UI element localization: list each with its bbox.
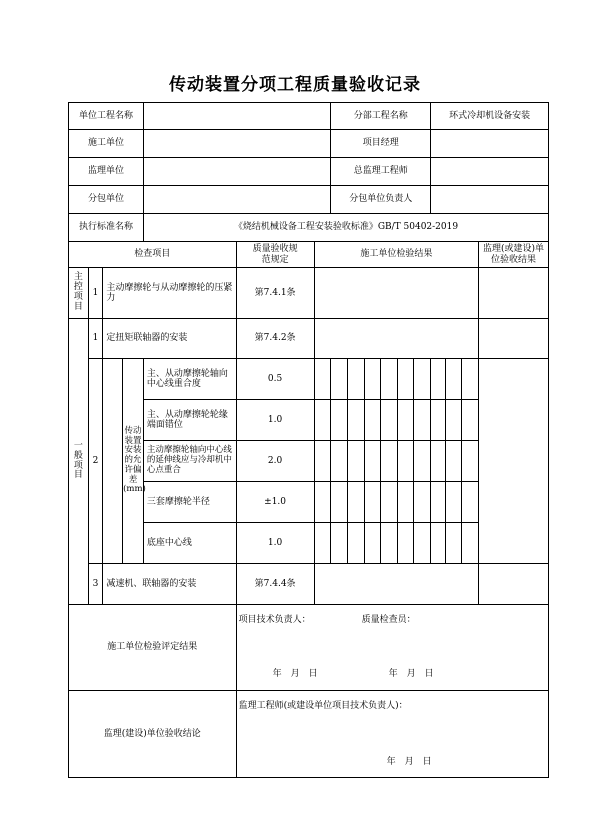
cell[interactable]: [314, 441, 331, 482]
general-item2-group: 传动装置安装的允许偏差(mm): [123, 359, 144, 564]
general-item3-no: 3: [88, 564, 103, 605]
item2-row2-spec: 1.0: [236, 400, 314, 441]
cell[interactable]: [331, 359, 348, 400]
supervision-eval-label: 监理(建设)单位验收结论: [69, 691, 237, 778]
cell[interactable]: [381, 400, 398, 441]
cell[interactable]: [364, 523, 381, 564]
chief-supervisor-label: 总监理工程师: [331, 158, 431, 186]
cell[interactable]: [414, 359, 431, 400]
tech-lead-label: 项目技术负责人：: [238, 615, 311, 625]
supervision-unit-label: 监理单位: [69, 158, 144, 186]
cell[interactable]: [431, 523, 446, 564]
cell[interactable]: [364, 441, 381, 482]
sub-project-label: 分部工程名称: [331, 103, 431, 130]
col-spec-header: 质量验收规范规定: [236, 242, 314, 268]
cell[interactable]: [445, 523, 462, 564]
item2-row5-spec: 1.0: [236, 523, 314, 564]
project-manager-value[interactable]: [431, 130, 549, 158]
cell[interactable]: [347, 482, 364, 523]
item2-row3-text: 主动摩擦轮轴向中心线的延伸线应与冷却机中心点重合: [143, 441, 236, 482]
cell[interactable]: [331, 482, 348, 523]
subcontract-leader-label: 分包单位负责人: [331, 186, 431, 214]
cell[interactable]: [381, 523, 398, 564]
general-item1-no: 1: [88, 319, 103, 359]
main-control-no: 1: [88, 268, 103, 319]
cell[interactable]: [381, 482, 398, 523]
item2-row5-text: 底座中心线: [143, 523, 236, 564]
cell[interactable]: [462, 482, 479, 523]
cell[interactable]: [414, 482, 431, 523]
construction-unit-label: 施工单位: [69, 130, 144, 158]
construction-unit-value[interactable]: [143, 130, 330, 158]
cell[interactable]: [314, 400, 331, 441]
cell[interactable]: [397, 482, 414, 523]
main-control-item: 主动摩擦轮与从动摩擦轮的压紧力: [103, 268, 236, 319]
main-control-spec: 第7.4.1条: [236, 268, 314, 319]
date-1: 年 月 日: [272, 669, 318, 679]
supervision-eval-area[interactable]: [236, 691, 548, 778]
cell[interactable]: [445, 441, 462, 482]
cell[interactable]: [347, 400, 364, 441]
col-item-header: 检查项目: [69, 242, 237, 268]
item2-row1-text: 主、从动摩擦轮轴向中心线重合度: [143, 359, 236, 400]
general-item3-result[interactable]: [314, 564, 478, 605]
general-item1-text: 定扭矩联轴器的安装: [103, 319, 236, 359]
main-control-supervisor[interactable]: [479, 268, 549, 319]
cell[interactable]: [397, 359, 414, 400]
cell[interactable]: [414, 523, 431, 564]
col-supervisor-header: 监理(或建设)单位验收结果: [479, 242, 549, 268]
cell[interactable]: [331, 441, 348, 482]
cell[interactable]: [347, 523, 364, 564]
cell[interactable]: [331, 400, 348, 441]
cell[interactable]: [445, 400, 462, 441]
general-item3-supervisor[interactable]: [479, 564, 549, 605]
col-result-header: 施工单位检验结果: [314, 242, 478, 268]
item2-row4-spec: ±1.0: [236, 482, 314, 523]
cell[interactable]: [381, 359, 398, 400]
cell[interactable]: [445, 482, 462, 523]
cell[interactable]: [462, 359, 479, 400]
construction-eval-area[interactable]: [236, 605, 548, 691]
cell[interactable]: [445, 359, 462, 400]
standard-label: 执行标准名称: [69, 214, 144, 242]
cell[interactable]: [364, 482, 381, 523]
project-manager-label: 项目经理: [331, 130, 431, 158]
subcontract-leader-value[interactable]: [431, 186, 549, 214]
general-label: 一般项目: [69, 319, 89, 605]
cell[interactable]: [314, 523, 331, 564]
cell[interactable]: [431, 359, 446, 400]
inspection-record-table: [68, 102, 549, 778]
cell[interactable]: [314, 482, 331, 523]
item2-row4-text: 三套摩擦轮半径: [143, 482, 236, 523]
cell[interactable]: [397, 523, 414, 564]
supervision-engineer-label: 监理工程师(或建设单位项目技术负责人)：: [238, 701, 408, 711]
date-2: 年 月 日: [388, 669, 434, 679]
subcontract-unit-value[interactable]: [143, 186, 330, 214]
cell[interactable]: [431, 482, 446, 523]
general-item1-result[interactable]: [314, 319, 478, 359]
inspector-label: 质量检查员：: [361, 615, 416, 625]
cell[interactable]: [331, 523, 348, 564]
item2-row1-spec: 0.5: [236, 359, 314, 400]
cell[interactable]: [381, 441, 398, 482]
page-title: 传动装置分项工程质量验收记录: [169, 75, 421, 95]
subcontract-unit-label: 分包单位: [69, 186, 144, 214]
cell[interactable]: [462, 400, 479, 441]
general-item2-supervisor[interactable]: [479, 359, 549, 564]
supervision-unit-value[interactable]: [143, 158, 330, 186]
construction-eval-label: 施工单位检验评定结果: [69, 605, 237, 691]
cell[interactable]: [347, 359, 364, 400]
sub-project-value[interactable]: 环式冷却机设备安装: [431, 103, 549, 130]
date-3: 年 月 日: [386, 757, 432, 767]
general-item3-spec: 第7.4.4条: [236, 564, 314, 605]
cell[interactable]: [414, 441, 431, 482]
cell[interactable]: [431, 400, 446, 441]
unit-project-label: 单位工程名称: [69, 103, 144, 130]
unit-project-value[interactable]: [143, 103, 330, 130]
item2-spacer: [103, 359, 123, 564]
cell[interactable]: [414, 400, 431, 441]
item2-row2-text: 主、从动摩擦轮轮缘端面错位: [143, 400, 236, 441]
cell[interactable]: [431, 441, 446, 482]
cell[interactable]: [347, 441, 364, 482]
cell[interactable]: [364, 400, 381, 441]
cell[interactable]: [462, 441, 479, 482]
chief-supervisor-value[interactable]: [431, 158, 549, 186]
general-item1-spec: 第7.4.2条: [236, 319, 314, 359]
general-item1-supervisor[interactable]: [479, 319, 549, 359]
cell[interactable]: [462, 523, 479, 564]
general-item3-text: 减速机、联轴器的安装: [103, 564, 236, 605]
general-item2-no: 2: [88, 359, 103, 564]
standard-value: 《烧结机械设备工程安装验收标准》GB/T 50402-2019: [143, 214, 548, 242]
main-control-label: 主控项目: [69, 268, 89, 319]
cell[interactable]: [364, 359, 381, 400]
cell[interactable]: [397, 400, 414, 441]
main-control-result[interactable]: [314, 268, 478, 319]
cell[interactable]: [397, 441, 414, 482]
cell[interactable]: [314, 359, 331, 400]
item2-row3-spec: 2.0: [236, 441, 314, 482]
